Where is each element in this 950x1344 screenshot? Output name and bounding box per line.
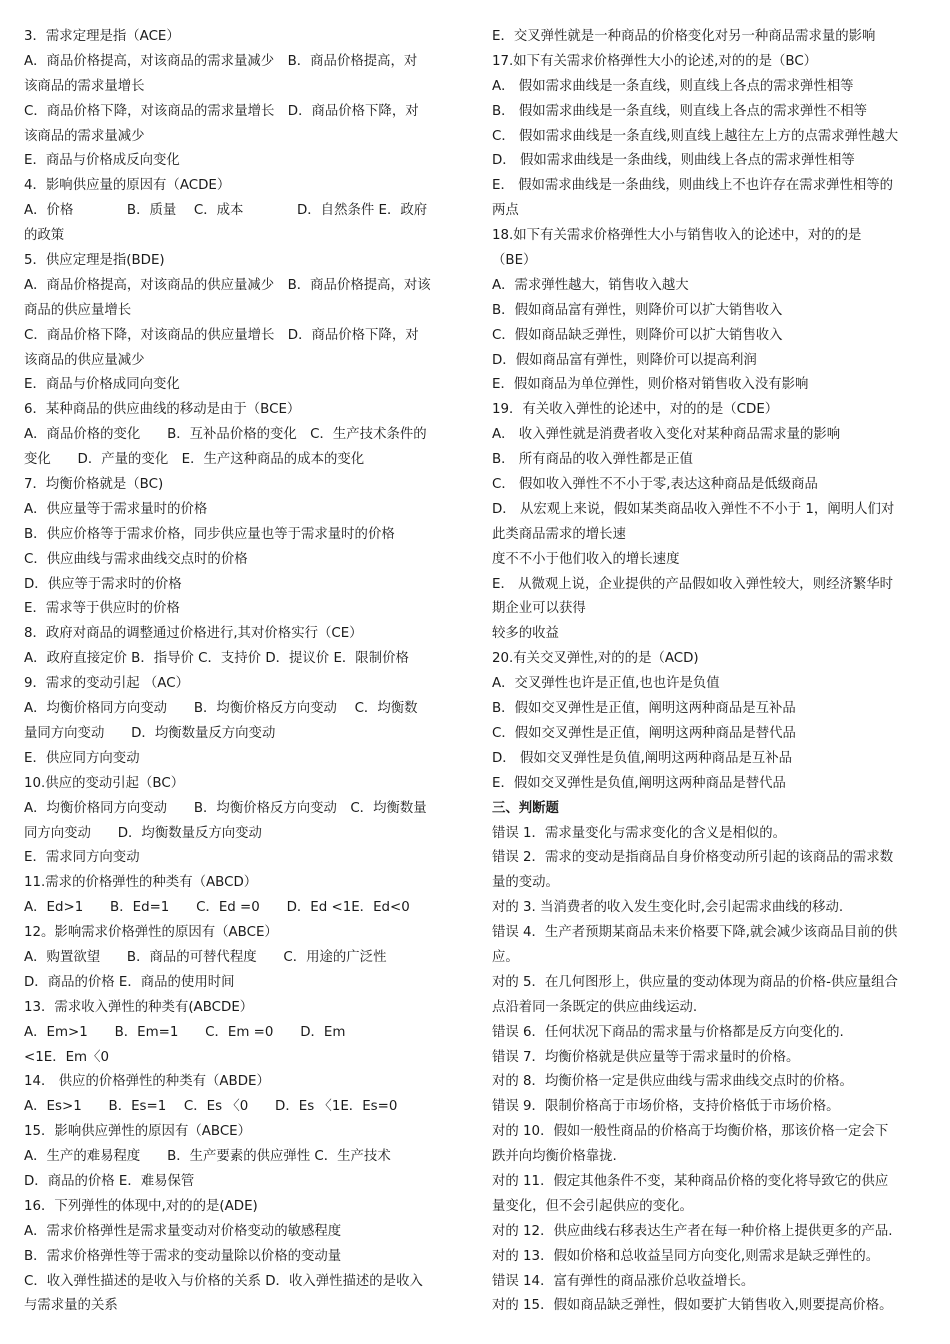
- text-line: A．购置欲望 B．商品的可替代程度 C．用途的广泛性: [24, 949, 387, 965]
- text-line: E．假如交叉弹性是负值,阐明这两种商品是替代品: [492, 775, 786, 791]
- text-line: C．商品价格下降，对该商品的供应量增长 D．商品价格下降，对: [24, 327, 419, 343]
- text-line: 11.需求的价格弹性的种类有（ABCD）: [24, 875, 258, 891]
- text-line: B．假如商品富有弹性，则降价可以扩大销售收入: [492, 302, 783, 318]
- text-line: 16．下列弹性的体现中,对的的是(ADE): [24, 1198, 258, 1214]
- text-line: 对的 11．假定其他条件不变，某种商品价格的变化将导致它的供应: [492, 1173, 889, 1189]
- text-line: C．假如商品缺乏弹性，则降价可以扩大销售收入: [492, 327, 783, 343]
- right-column: [492, 25, 932, 1319]
- text-line: E．需求同方向变动: [24, 850, 140, 866]
- text-line: 该商品的需求量增长: [24, 78, 145, 94]
- text-line: 商品的供应量增长: [24, 302, 132, 318]
- text-line: 跌并向均衡价格靠拢.: [492, 1149, 617, 1165]
- text-line: 错误 7．均衡价格就是供应量等于需求量时的价格。: [492, 1049, 800, 1065]
- text-line: 6．某种商品的供应曲线的移动是由于（BCE）: [24, 402, 301, 418]
- text-line: E．商品与价格成同向变化: [24, 377, 180, 393]
- text-line: E．交叉弹性就是一种商品的价格变化对另一种商品需求量的影响: [492, 29, 876, 44]
- text-line: 点沿着同一条既定的供应曲线运动.: [492, 999, 698, 1015]
- text-line: A．Es>1 B．Es=1 C．Es 〈0 D．Es 〈1E．Es=0: [24, 1099, 398, 1115]
- text-line: B． 所有商品的收入弹性都是正值: [492, 452, 693, 468]
- text-line: A．均衡价格同方向变动 B．均衡价格反方向变动 C．均衡数量: [24, 800, 427, 816]
- text-line: D．商品的价格 E．商品的使用时间: [24, 974, 235, 990]
- text-line: 19．有关收入弹性的论述中，对的的是（CDE）: [492, 402, 779, 418]
- text-line: 错误 6．任何状况下商品的需求量与价格都是反方向变化的.: [492, 1024, 844, 1040]
- text-line: 该商品的供应量减少: [24, 352, 145, 368]
- text-line: 度不不小于他们收入的增长速度: [492, 551, 680, 567]
- text-line: 的政策: [24, 228, 65, 244]
- text-line: D． 假如需求曲线是一条曲线，则曲线上各点的需求弹性相等: [492, 153, 855, 169]
- text-line: 7．均衡价格就是（BC): [24, 477, 164, 493]
- text-line: A．均衡价格同方向变动 B．均衡价格反方向变动 C．均衡数: [24, 701, 418, 717]
- text-line: E．假如商品为单位弹性，则价格对销售收入没有影响: [492, 377, 809, 393]
- text-line: A．商品价格的变化 B．互补品价格的变化 C．生产技术条件的: [24, 427, 427, 443]
- text-line: E． 从微观上说，企业提供的产品假如收入弹性较大，则经济繁华时: [492, 576, 894, 592]
- text-line: D．供应等于需求时的价格: [24, 576, 182, 592]
- text-line: 5．供应定理是指(BDE): [24, 253, 165, 269]
- text-line: B． 假如需求曲线是一条直线，则直线上各点的需求弹性不相等: [492, 103, 867, 119]
- left-column: [24, 25, 464, 1319]
- text-line: A．交叉弹性也许是正值,也也许是负值: [492, 676, 720, 692]
- text-line: 此类商品需求的增长速: [492, 526, 626, 542]
- text-line: B．需求价格弹性等于需求的变动量除以价格的变动量: [24, 1248, 342, 1264]
- text-line: 变化 D．产量的变化 E．生产这种商品的成本的变化: [24, 452, 365, 468]
- text-line: B．供应价格等于需求价格，同步供应量也等于需求量时的价格: [24, 526, 395, 542]
- text-line: 错误 2．需求的变动是指商品自身价格变动所引起的该商品的需求数: [492, 850, 894, 866]
- text-line: 3．需求定理是指（ACE）: [24, 29, 180, 44]
- text-line: C．商品价格下降，对该商品的需求量增长 D．商品价格下降，对: [24, 103, 419, 119]
- text-line: A．Ed>1 B．Ed=1 C．Ed =0 D．Ed <1E．Ed<0: [24, 900, 410, 916]
- text-line: 对的 8．均衡价格一定是供应曲线与需求曲线交点时的价格。: [492, 1074, 853, 1090]
- text-line: 12。影响需求价格弹性的原因有（ABCE）: [24, 925, 278, 941]
- text-line: 量同方向变动 D．均衡数量反方向变动: [24, 725, 276, 741]
- text-line: 对的 5．在几何图形上，供应量的变动体现为商品的价格-供应量组合: [492, 974, 898, 990]
- text-line: D．商品的价格 E．难易保管: [24, 1173, 195, 1189]
- text-line: 错误 14．富有弹性的商品涨价总收益增长。: [492, 1273, 755, 1289]
- text-line: 错误 9．限制价格高于市场价格，支持价格低于市场价格。: [492, 1099, 840, 1115]
- text-line: 18.如下有关需求价格弹性大小与销售收入的论述中，对的的是: [492, 228, 862, 244]
- text-line: 15．影响供应弹性的原因有（ABCE）: [24, 1124, 252, 1140]
- text-line: 与需求量的关系: [24, 1298, 118, 1314]
- text-line: 错误 4．生产者预期某商品未来价格要下降,就会减少该商品目前的供: [492, 925, 898, 941]
- text-line: C． 假如需求曲线是一条直线,则直线上越往左上方的点需求弹性越大: [492, 128, 899, 144]
- text-line: A．供应量等于需求量时的价格: [24, 501, 208, 517]
- text-line: 对的 13．假如价格和总收益呈同方向变化,则需求是缺乏弹性的。: [492, 1248, 880, 1264]
- text-line: C． 假如收入弹性不不小于零,表达这种商品是低级商品: [492, 477, 818, 493]
- text-line: C．假如交叉弹性是正值，阐明这两种商品是替代品: [492, 725, 796, 741]
- text-line: A．价格 B．质量 C．成本 D．自然条件 E．政府: [24, 203, 428, 219]
- text-line: E．需求等于供应时的价格: [24, 601, 180, 617]
- text-line: 4．影响供应量的原因有（ACDE）: [24, 178, 231, 194]
- section-heading: 三、判断题: [492, 800, 559, 816]
- text-line: D． 假如交叉弹性是负值,阐明这两种商品是互补品: [492, 750, 793, 766]
- text-line: A．生产的难易程度 B．生产要素的供应弹性 C．生产技术: [24, 1149, 391, 1165]
- text-line: （BE）: [492, 253, 537, 269]
- text-line: <1E．Em〈0: [24, 1049, 110, 1065]
- text-line: A． 假如需求曲线是一条直线，则直线上各点的需求弹性相等: [492, 78, 854, 94]
- text-line: 错误 1．需求量变化与需求变化的含义是相似的。: [492, 825, 786, 841]
- text-line: 13．需求收入弹性的种类有(ABCDE）: [24, 999, 254, 1015]
- text-line: 应。: [492, 949, 519, 965]
- text-line: E． 假如需求曲线是一条曲线，则曲线上不也许存在需求弹性相等的: [492, 178, 894, 194]
- text-line: 8．政府对商品的调整通过价格进行,其对价格实行（CE）: [24, 626, 363, 642]
- text-line: A．Em>1 B．Em=1 C．Em =0 D．Em: [24, 1024, 346, 1040]
- text-line: C．供应曲线与需求曲线交点时的价格: [24, 551, 248, 567]
- text-line: A．商品价格提高，对该商品的供应量减少 B．商品价格提高，对该: [24, 277, 431, 293]
- text-line: 9．需求的变动引起 （AC）: [24, 676, 189, 692]
- text-line: A． 收入弹性就是消费者收入变化对某种商品需求量的影响: [492, 427, 841, 443]
- text-line: 量变化，但不会引起供应的变化。: [492, 1198, 693, 1214]
- text-line: A．需求弹性越大，销售收入越大: [492, 277, 689, 293]
- text-line: 量的变动。: [492, 875, 559, 891]
- text-line: 两点: [492, 203, 519, 219]
- text-line: A．需求价格弹性是需求量变动对价格变动的敏感程度: [24, 1223, 342, 1239]
- text-line: 10.供应的变动引起（BC）: [24, 775, 185, 791]
- text-line: 对的 10．假如一般性商品的价格高于均衡价格，那该价格一定会下: [492, 1124, 889, 1140]
- text-line: 对的 15．假如商品缺乏弹性，假如要扩大销售收入,则要提高价格。: [492, 1298, 893, 1314]
- text-line: A．商品价格提高，对该商品的需求量减少 B．商品价格提高，对: [24, 53, 418, 69]
- text-line: 对的 3. 当消费者的收入发生变化时,会引起需求曲线的移动.: [492, 900, 844, 916]
- text-line: E．商品与价格成反向变化: [24, 153, 180, 169]
- text-line: C．收入弹性描述的是收入与价格的关系 D．收入弹性描述的是收入: [24, 1273, 423, 1289]
- text-line: 该商品的需求量减少: [24, 128, 145, 144]
- text-line: 14． 供应的价格弹性的种类有（ABDE）: [24, 1074, 270, 1090]
- text-line: E．供应同方向变动: [24, 750, 140, 766]
- text-line: 期企业可以获得: [492, 601, 586, 617]
- text-line: 20.有关交叉弹性,对的的是（ACD): [492, 651, 699, 667]
- text-line: 17.如下有关需求价格弹性大小的论述,对的的是（BC）: [492, 53, 818, 69]
- text-line: 较多的收益: [492, 626, 559, 642]
- text-line: 同方向变动 D．均衡数量反方向变动: [24, 825, 262, 841]
- text-line: 对的 12．供应曲线右移表达生产者在每一种价格上提供更多的产品.: [492, 1223, 893, 1239]
- text-line: B．假如交叉弹性是正值，阐明这两种商品是互补品: [492, 701, 796, 717]
- text-line: D． 从宏观上来说，假如某类商品收入弹性不不小于 1，阐明人们对: [492, 501, 895, 517]
- text-line: D．假如商品富有弹性，则降价可以提高利润: [492, 352, 757, 368]
- text-line: A．政府直接定价 B．指导价 C．支持价 D．提议价 E．限制价格: [24, 651, 409, 667]
